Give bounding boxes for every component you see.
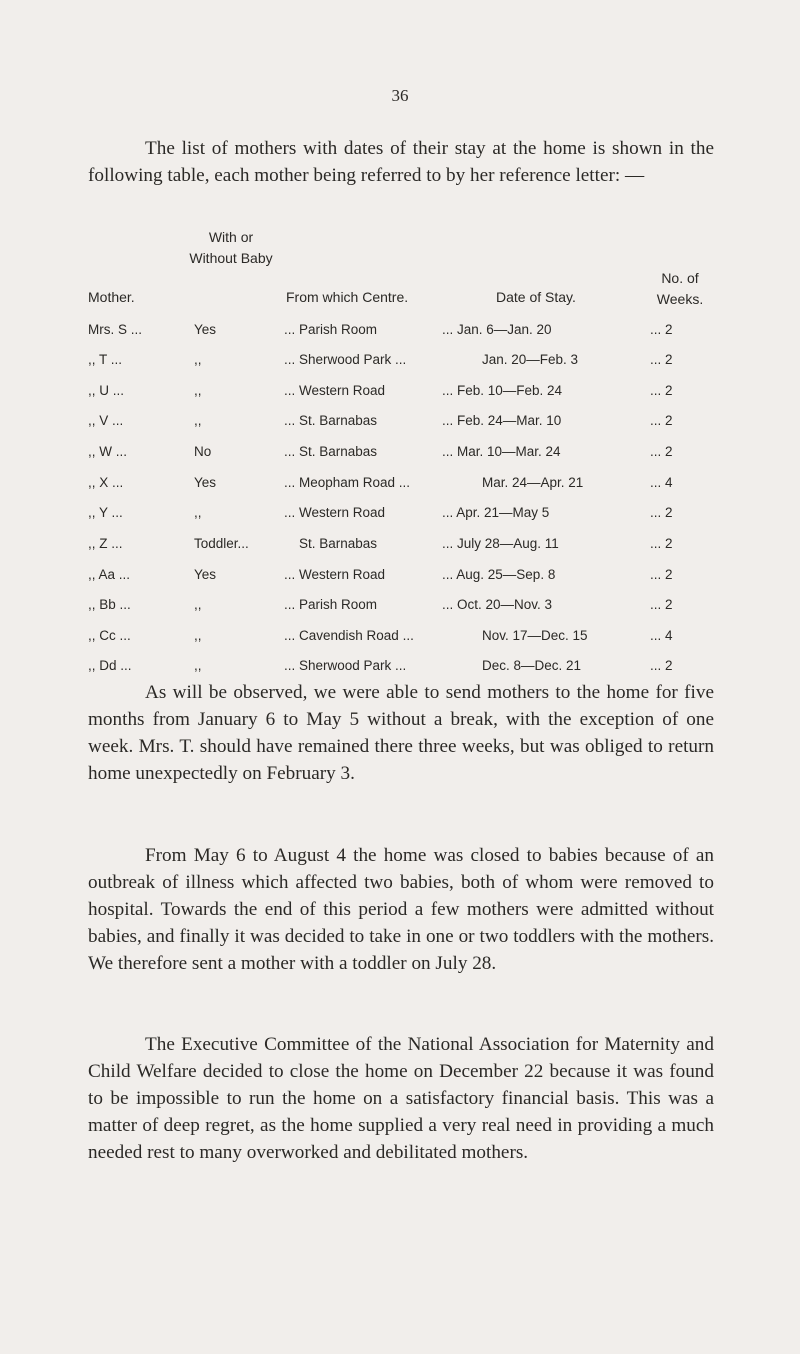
cell-mother: Mrs. S ... <box>88 322 142 337</box>
cell-mother: ,, Dd ... <box>88 658 132 673</box>
table-row <box>0 444 800 464</box>
intro-paragraph: The list of mothers with dates of their stay at the home is shown in the following table, each mother being referred to by her reference letter: — <box>88 138 714 186</box>
cell-mother: ,, V ... <box>88 413 124 428</box>
cell-date: ... Aug. 25—Sep. 8 <box>442 567 556 582</box>
cell-baby: ,, <box>194 352 202 367</box>
header-date: Date of Stay. <box>496 289 576 305</box>
table-row <box>0 597 800 617</box>
cell-centre: ... Parish Room <box>284 597 378 612</box>
cell-baby: Yes <box>194 322 217 337</box>
cell-date: ... Apr. 21—May 5 <box>442 505 550 520</box>
cell-date: ... Feb. 10—Feb. 24 <box>442 383 563 398</box>
cell-date: ... Jan. 6—Jan. 20 <box>442 322 552 337</box>
header-mother: Mother. <box>88 289 135 305</box>
cell-mother: ,, U ... <box>88 383 125 398</box>
cell-mother: ,, Bb ... <box>88 597 131 612</box>
cell-centre: ... Meopham Road ... <box>284 475 411 490</box>
cell-date: Jan. 20—Feb. 3 <box>482 352 579 367</box>
table-row <box>0 536 800 556</box>
table-row <box>0 628 800 648</box>
cell-baby: ,, <box>194 628 202 643</box>
cell-weeks: ... 2 <box>650 413 673 428</box>
page-number: 36 <box>391 86 409 105</box>
table-row <box>0 413 800 433</box>
cell-mother: ,, X ... <box>88 475 124 490</box>
cell-mother: ,, Cc ... <box>88 628 131 643</box>
cell-date: ... July 28—Aug. 11 <box>442 536 559 551</box>
cell-mother: ,, Aa ... <box>88 567 131 582</box>
cell-weeks: ... 2 <box>650 322 673 337</box>
cell-centre: ... Cavendish Road ... <box>284 628 414 643</box>
paragraph-closure-may: From May 6 to August 4 the home was closed to babies because of an outbreak of illness which affected two babies, both of whom were removed to hospital. Towards the end of this period a few mothers were admitted without babies, and finally it was decided to take in one or two toddlers with the mothers. We therefore sent a mother with a toddler on July 28. <box>88 845 714 974</box>
table-row <box>0 505 800 525</box>
cell-baby: Yes <box>194 567 217 582</box>
cell-baby: No <box>194 444 212 459</box>
cell-date: ... Mar. 10—Mar. 24 <box>442 444 561 459</box>
table-row <box>0 658 800 678</box>
cell-centre: ... Western Road <box>284 383 386 398</box>
cell-centre: ... St. Barnabas <box>284 444 378 459</box>
cell-weeks: ... 2 <box>650 505 673 520</box>
cell-mother: ,, Y ... <box>88 505 123 520</box>
cell-weeks: ... 2 <box>650 352 673 367</box>
cell-centre: ... St. Barnabas <box>284 413 378 428</box>
table-row <box>0 475 800 495</box>
cell-mother: ,, W ... <box>88 444 127 459</box>
cell-weeks: ... 4 <box>650 628 673 643</box>
cell-date: ... Feb. 24—Mar. 10 <box>442 413 562 428</box>
cell-baby: Toddler... <box>194 536 249 551</box>
cell-baby: ,, <box>194 413 202 428</box>
cell-mother: ,, T ... <box>88 352 123 367</box>
header-weeks: No. of Weeks. <box>656 270 704 307</box>
cell-baby: ,, <box>194 505 202 520</box>
cell-weeks: ... 4 <box>650 475 673 490</box>
cell-weeks: ... 2 <box>650 444 673 459</box>
cell-baby: Yes <box>194 475 217 490</box>
cell-date: ... Oct. 20—Nov. 3 <box>442 597 553 612</box>
cell-centre: ... Parish Room <box>284 322 378 337</box>
cell-centre: ... Sherwood Park ... <box>284 658 407 673</box>
cell-baby: ,, <box>194 383 202 398</box>
header-centre: From which Centre. <box>286 289 409 305</box>
cell-mother: ,, Z ... <box>88 536 123 551</box>
table-row <box>0 383 800 403</box>
table-row <box>0 567 800 587</box>
cell-date: Dec. 8—Dec. 21 <box>482 658 582 673</box>
cell-weeks: ... 2 <box>650 567 673 582</box>
cell-date: Mar. 24—Apr. 21 <box>482 475 584 490</box>
paragraph-executive-committee: The Executive Committee of the National Association for Maternity and Child Welfare decided to close the home on December 22 because it was found to be impossible to run the home on a satisfactory financial basis. This was a matter of deep regret, as the home supplied a very real need in providing a much needed rest to many overworked and debilitated mothers. <box>88 1034 714 1163</box>
cell-date: Nov. 17—Dec. 15 <box>482 628 588 643</box>
cell-baby: ,, <box>194 658 202 673</box>
cell-weeks: ... 2 <box>650 383 673 398</box>
cell-centre: St. Barnabas <box>299 536 378 551</box>
cell-weeks: ... 2 <box>650 597 673 612</box>
paragraph-observed: As will be observed, we were able to send mothers to the home for five months from January 6 to May 5 without a break, with the exception of one week. Mrs. T. should have remained there three weeks, but was obliged to return home unexpectedly on February 3. <box>88 682 714 784</box>
table-row <box>0 352 800 372</box>
cell-weeks: ... 2 <box>650 658 673 673</box>
cell-baby: ,, <box>194 597 202 612</box>
cell-centre: ... Western Road <box>284 567 386 582</box>
cell-centre: ... Sherwood Park ... <box>284 352 407 367</box>
table-row <box>0 322 800 342</box>
header-baby: With or Without Baby <box>189 229 273 266</box>
cell-centre: ... Western Road <box>284 505 386 520</box>
cell-weeks: ... 2 <box>650 536 673 551</box>
